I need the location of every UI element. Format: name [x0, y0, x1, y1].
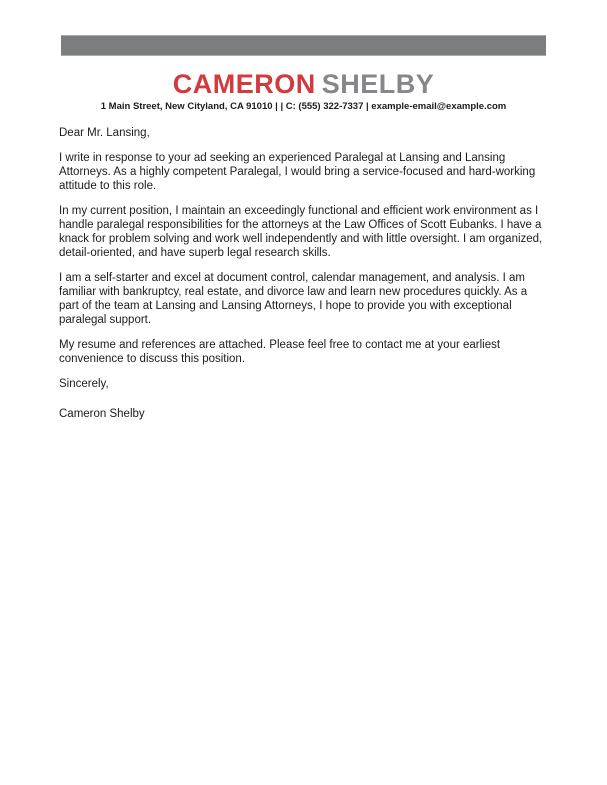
- applicant-name: [0, 70, 607, 98]
- body-paragraph-3: I am a self-starter and excel at document control, calendar management, and analysis. I am familiar with bankruptcy, real estate, and divorce law and learn new procedures quickly. As a part of the team at Lansing and Lansing Attorneys, I hope to provide you with exceptional paralegal support.: [59, 272, 528, 326]
- salutation: Dear Mr. Lansing,: [59, 127, 150, 139]
- closing: Sincerely,: [59, 378, 109, 390]
- applicant-first-name: CAMERON: [172, 69, 316, 99]
- body-paragraph-1: I write in response to your ad seeking an experienced Paralegal at Lansing and Lansing Attorneys. As a highly competent Paralegal, I would bring a service-focused and hard-working attitude to this role.: [59, 152, 536, 192]
- signature-name: Cameron Shelby: [59, 408, 145, 420]
- body-paragraph-4: My resume and references are attached. Please feel free to contact me at your earliest convenience to discuss this position.: [59, 339, 501, 365]
- contact-info: 1 Main Street, New Cityland, CA 91010 | | C: (555) 322-7337 | example-email@example.com: [100, 101, 507, 112]
- header-accent-bar: [61, 35, 546, 56]
- applicant-last-name: SHELBY: [321, 69, 435, 99]
- body-paragraph-2: In my current position, I maintain an exceedingly functional and efficient work environment as I handle paralegal responsibilities for the attorneys at the Law Offices of Scott Eubanks. I have a knack for problem solving and work well independently and with little oversight. I am organized, detail-oriented, and have superb legal research skills.: [59, 205, 543, 259]
- letter-body: [59, 126, 549, 421]
